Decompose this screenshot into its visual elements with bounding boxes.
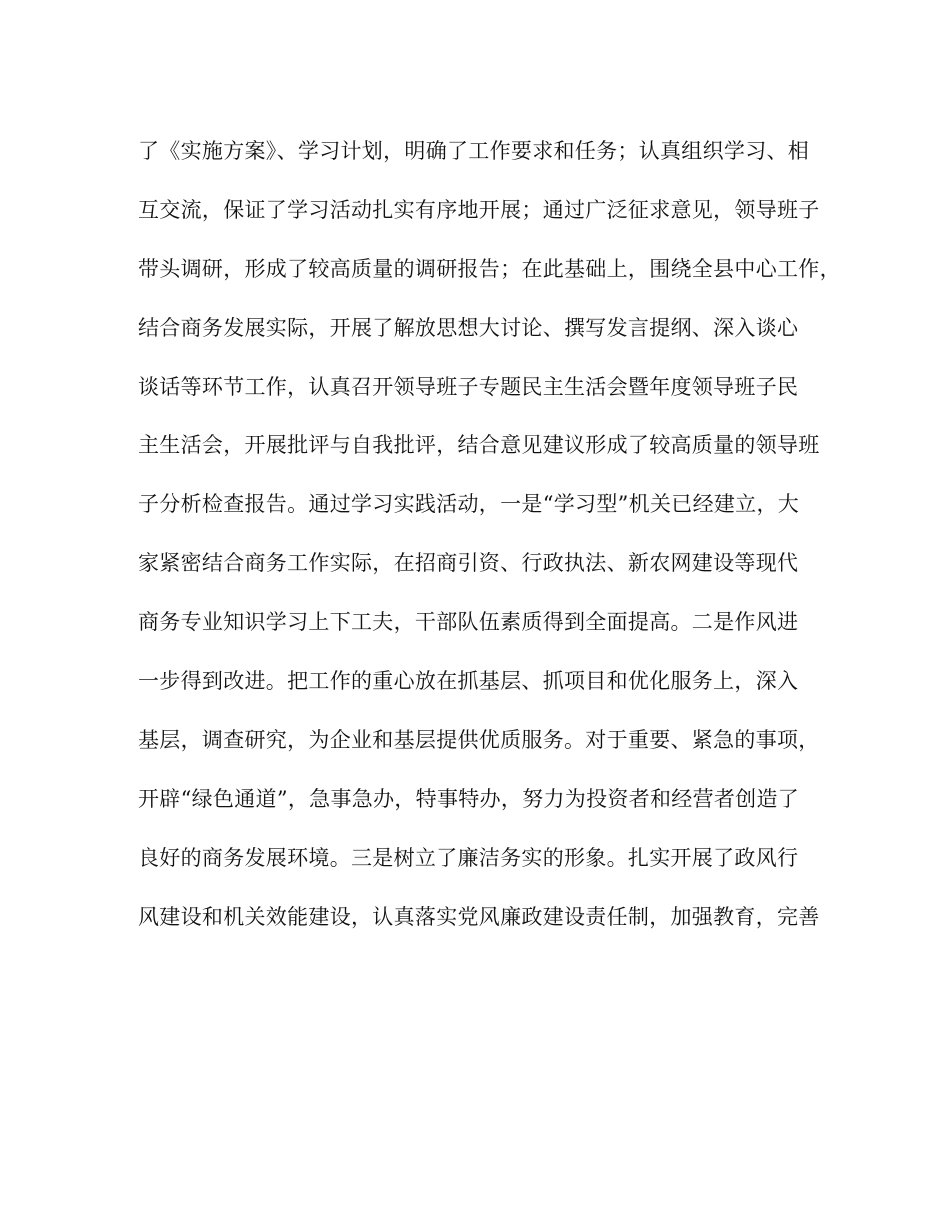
text-line-4: 结合商务发展实际，开展了解放思想大讨论、撰写发言提纲、深入谈心 <box>138 315 799 340</box>
text-line-6: 主生活会，开展批评与自我批评，结合意见建议形成了较高质量的领导班 <box>138 433 820 458</box>
text-line-1: 了《实施方案》、学习计划，明确了工作要求和任务；认真组织学习、相 <box>138 139 810 163</box>
text-line-10: 一步得到改进。把工作的重心放在抓基层、抓项目和优化服务上，深入 <box>138 669 799 694</box>
text-line-2: 互交流，保证了学习活动扎实有序地开展；通过广泛征求意见，领导班子 <box>138 197 820 222</box>
text-line-9: 商务专业知识学习上下工夫，干部队伍素质得到全面提高。二是作风进 <box>138 610 799 635</box>
body-text <box>138 124 841 948</box>
text-line-8: 家紧密结合商务工作实际，在招商引资、行政执法、新农网建设等现代 <box>138 551 799 576</box>
text-line-5: 谈话等环节工作，认真召开领导班子专题民主生活会暨年度领导班子民 <box>138 374 799 399</box>
text-line-13: 良好的商务发展环境。三是树立了廉洁务实的形象。扎实开展了政风行 <box>138 845 799 870</box>
text-line-12: 开辟“绿色通道”，急事急办，特事特办，努力为投资者和经营者创造了 <box>138 786 800 811</box>
text-line-7: 子分析检查报告。通过学习实践活动，一是“学习型”机关已经建立，大 <box>138 492 800 517</box>
text-line-11: 基层，调查研究，为企业和基层提供优质服务。对于重要、紧急的事项， <box>138 727 820 752</box>
text-line-14: 风建设和机关效能建设，认真落实党风廉政建设责任制，加强教育，完善 <box>138 904 820 929</box>
text-line-3: 带头调研，形成了较高质量的调研报告；在此基础上，围绕全县中心工作， <box>138 256 841 281</box>
